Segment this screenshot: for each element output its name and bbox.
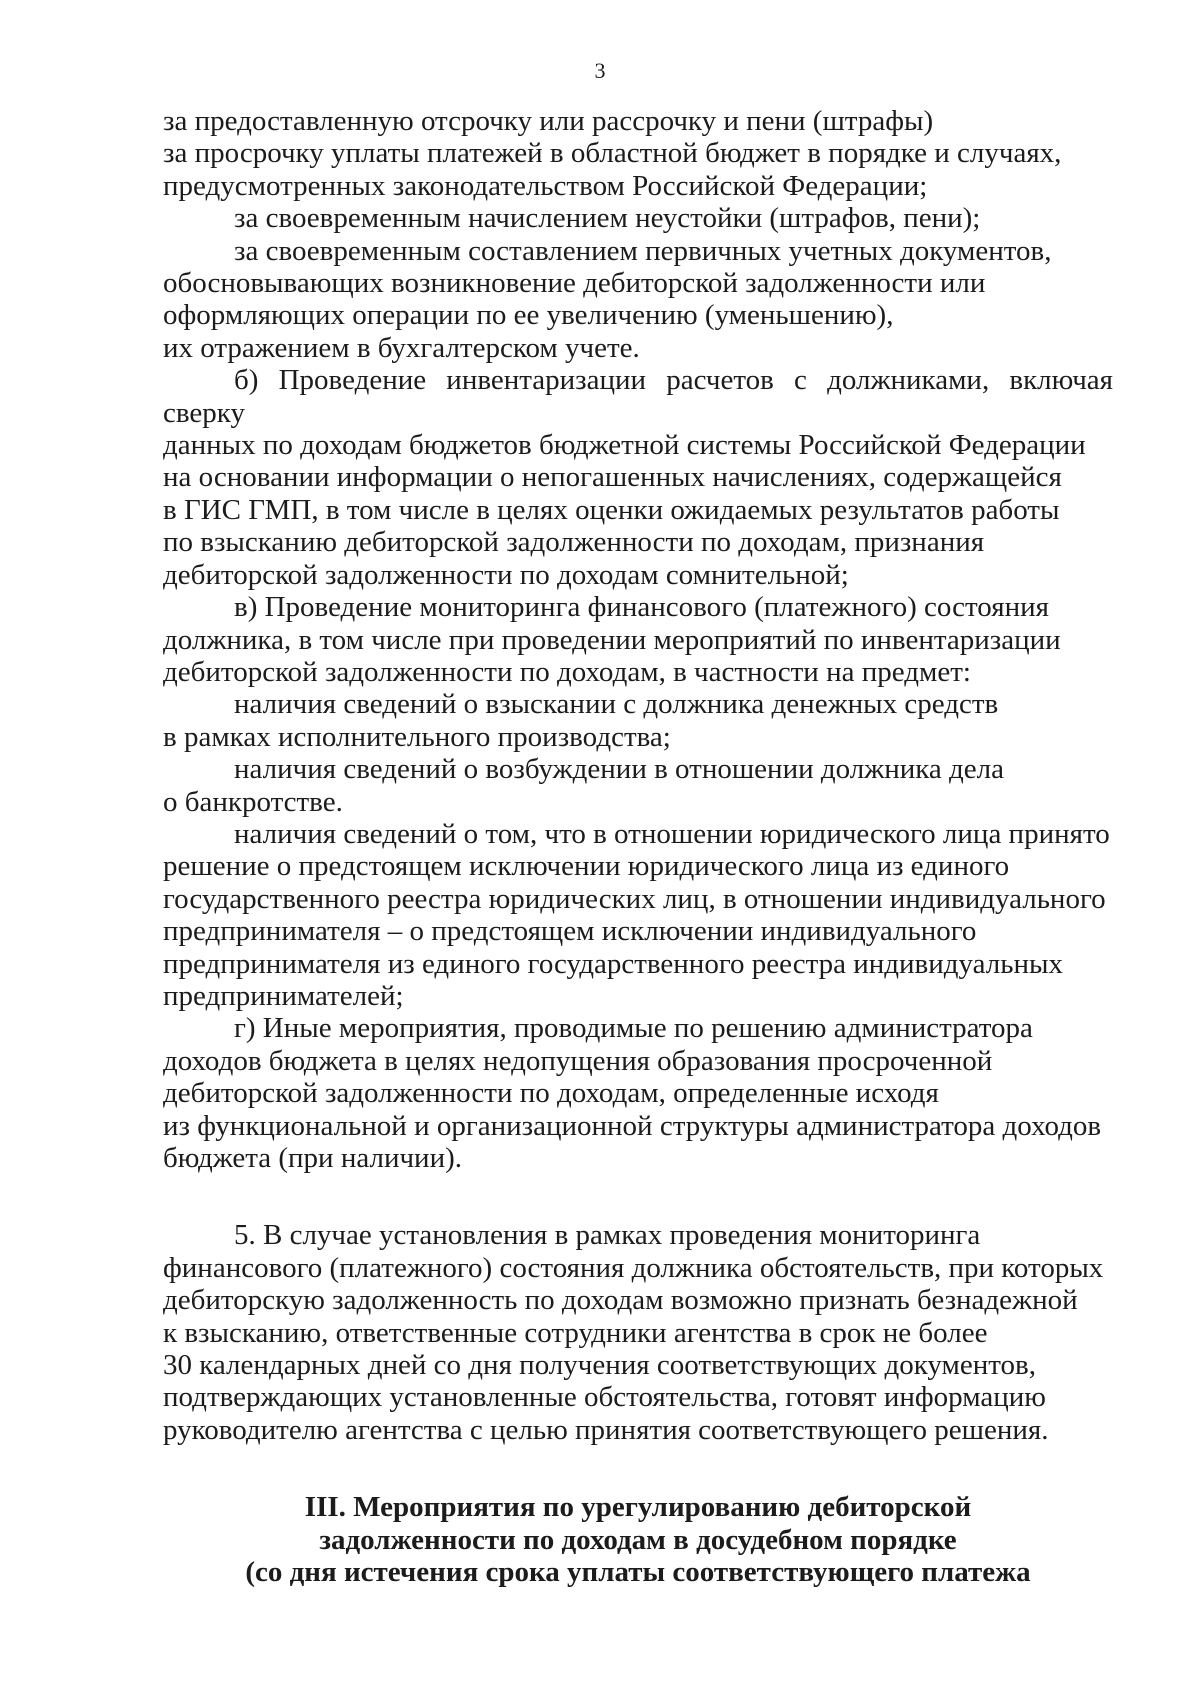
paragraph: за предоставленную отсрочку или рассрочку и пени (штрафы) за просрочку уплаты платежей в областной бюджет в порядке и случаях, предусмотренных законодательством Российской Федерации;: [163, 105, 1062, 202]
paragraph: за своевременным составлением первичных учетных документов, обосновывающих возникновение дебиторской задолженности или оформляющих операции по ее увеличению (уменьшению), их отражением в бухгалтерском учете.: [163, 234, 1052, 364]
paragraph: наличия сведений о том, что в отношении юридического лица принято решение о предстоящем исключении юридического лица из единого государственного реестра юридических лиц, в отношении индивидуального предпринимателя – о предстоящем исключении индивидуального предпринимателя из единого государственного реестра индивидуальных предпринимателей;: [163, 817, 1110, 1012]
section-heading: III. Мероприятия по урегулированию дебиторской задолженности по доходам в досудебном порядке (со дня истечения срока уплаты соответствующего платежа: [245, 1491, 1031, 1589]
document-body: [163, 105, 1113, 1588]
paragraph: наличия сведений о возбуждении в отношении должника дела о банкротстве.: [163, 753, 1005, 818]
page-number: 3: [594, 58, 606, 83]
paragraph: наличия сведений о взыскании с должника денежных средств в рамках исполнительного производства;: [163, 688, 999, 753]
section-5-paragraph: 5. В случае установления в рамках проведения мониторинга финансового (платежного) состояния должника обстоятельств, при которых дебиторскую задолженность по доходам возможно признать безнадежной к взысканию, ответственные сотрудники агентства в срок не более 30 календарных дней со дня получения соответствующих документов, подтверждающих установленные обстоятельства, готовят информацию руководителю агентства с целью принятия соответствующего решения.: [163, 1219, 1104, 1446]
paragraph-item-v: в) Проведение мониторинга финансового (платежного) состояния должника, в том числе при проведении мероприятий по инвентаризации дебиторской задолженности по доходам, в частности на предмет:: [163, 591, 1061, 688]
paragraph: за своевременным начислением неустойки (штрафов, пени);: [234, 202, 981, 235]
paragraph-item-b: б) Проведение инвентаризации расчетов с должниками, включая сверку данных по доходам бюджетов бюджетной системы Российской Федерации на основании информации о непогашенных начислениях, содержащейся в ГИС ГМП, в том числе в целях оценки ожидаемых результатов работы по взысканию дебиторской задолженности по доходам, признания дебиторской задолженности по доходам сомнительной;: [163, 364, 1113, 591]
paragraph-item-g: г) Иные мероприятия, проводимые по решению администратора доходов бюджета в целях недопущения образования просроченной дебиторской задолженности по доходам, определенные исходя из функциональной и организационной структуры администратора доходов бюджета (при наличии).: [163, 1012, 1102, 1174]
paragraph-spacer: [163, 1174, 1113, 1219]
